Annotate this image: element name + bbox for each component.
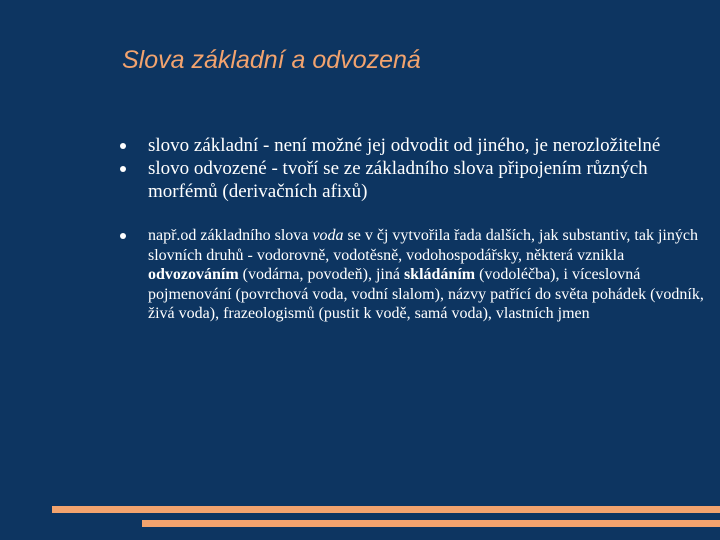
slide-title: Slova základní a odvozená (122, 46, 421, 74)
bullet-dot-icon (120, 166, 126, 172)
bullet-text: slovo odvozené - tvoří se ze základního slova připojením různých morfémů (derivačních afixů) (148, 158, 648, 202)
bullet-list (120, 134, 705, 324)
bold-term: odvozováním (148, 266, 239, 283)
accent-bar-bottom (142, 520, 720, 527)
bullet-dot-icon (120, 233, 126, 239)
bullet-item-basic-word (120, 134, 705, 157)
emphasized-word: voda (312, 227, 344, 244)
bold-term: skládáním (403, 266, 476, 283)
bullet-item-example (120, 226, 705, 324)
bullet-text-part: (vodárna, povodeň), jiná (238, 266, 404, 283)
bullet-text-part: (vodoléčba), i víceslovná pojmenování (povrchová voda, vodní slalom), názvy patřící do světa pohádek (vodník, živá voda), frazeologismů (pustit k vodě, samá voda), vlastních jmen (148, 266, 704, 322)
bullet-text-part: se v čj vytvořila řada dalších, jak substantiv, tak jiných slovních druhů - vodorovně, vodotěsně, vodohospodářsky, některá vznikla (148, 227, 698, 264)
bullet-dot-icon (120, 143, 126, 149)
bullet-text: slovo základní - není možné jej odvodit od jiného, je nerozložitelné (148, 135, 661, 156)
accent-bar-top (52, 506, 720, 513)
bullet-text-part: např.od základního slova (148, 227, 313, 244)
bullet-item-derived-word (120, 157, 705, 203)
